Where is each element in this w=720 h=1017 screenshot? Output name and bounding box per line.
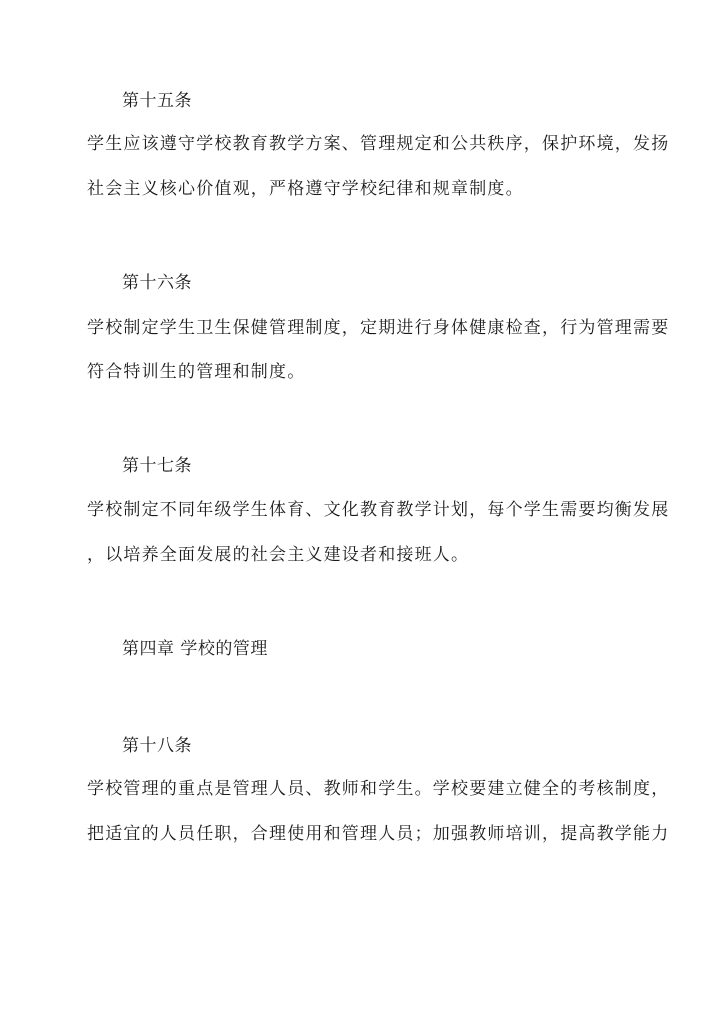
chapter-4-heading: 第四章 学校的管理 — [122, 639, 268, 659]
article-16-heading: 第十六条 — [122, 273, 192, 293]
article-17-heading: 第十七条 — [122, 456, 192, 476]
article-18-heading: 第十八条 — [122, 736, 192, 756]
article-18-line-1: 学校管理的重点是管理人员、教师和学生。学校要建立健全的考核制度， — [87, 779, 670, 799]
article-15-line-2: 社会主义核心价值观，严格遵守学校纪律和规章制度。 — [87, 179, 524, 199]
article-15-heading: 第十五条 — [122, 91, 192, 111]
article-17-line-1: 学校制定不同年级学生体育、文化教育教学计划，每个学生需要均衡发展 — [87, 500, 670, 520]
article-15-line-1: 学生应该遵守学校教育教学方案、管理规定和公共秩序，保护环境，发扬 — [87, 134, 670, 154]
article-16-line-2: 符合特训生的管理和制度。 — [87, 362, 306, 382]
article-16-line-1: 学校制定学生卫生保健管理制度，定期进行身体健康检查，行为管理需要 — [87, 318, 670, 338]
article-18-line-2: 把适宜的人员任职，合理使用和管理人员；加强教师培训，提高教学能力 — [87, 824, 670, 844]
article-17-line-2: ，以培养全面发展的社会主义建设者和接班人。 — [87, 545, 470, 565]
